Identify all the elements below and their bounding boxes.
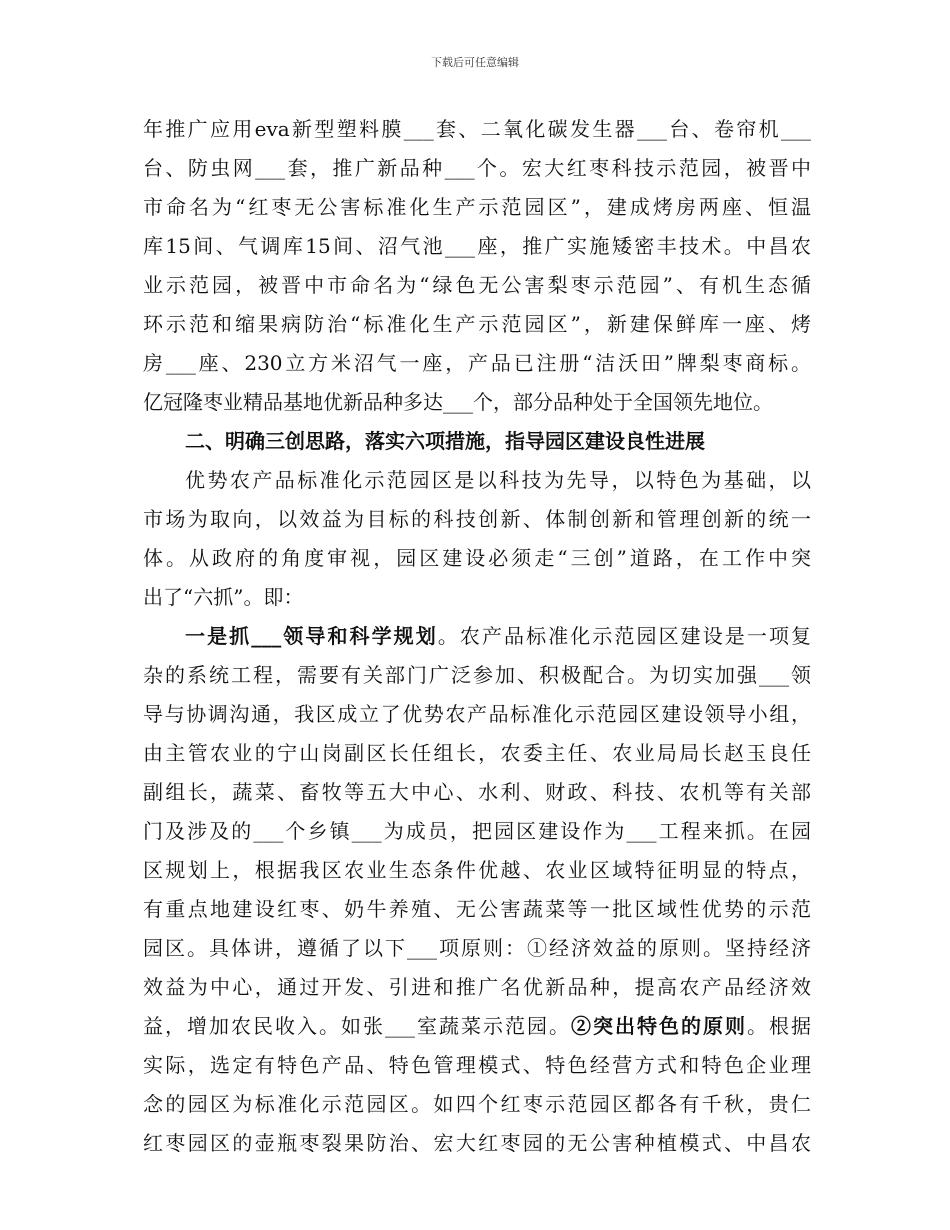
text-line: 年推广应用eva新型塑料膜___套、二氧化碳发生器___台、卷帘机___ xyxy=(143,117,811,141)
text-line: 门及涉及的___个乡镇___为成员，把园区建设作为___工程来抓。在园 xyxy=(143,819,811,843)
paragraph-demo-parks xyxy=(143,110,811,422)
text-line xyxy=(143,617,811,656)
paragraph-three-innovations xyxy=(143,461,811,617)
page-header: 下载后可任意编辑 xyxy=(431,56,519,69)
text-line: 导与协调沟通，我区成立了优势农产品标准化示范园区建设领导小组， xyxy=(143,702,811,726)
text-line: 副组长，蔬菜、畜牧等五大中心、水利、财政、科技、农机等有关部 xyxy=(143,780,811,804)
document-body xyxy=(143,110,811,1163)
line-pre: 益，增加农民收入。如张___室蔬菜示范园。 xyxy=(143,1014,571,1038)
text-line xyxy=(143,1007,811,1046)
section-heading: 二、明确三创思路，落实六项措施，指导园区建设良性进展 xyxy=(185,429,705,453)
text-line: 实际，选定有特色产品、特色管理模式、特色经营方式和特色企业理 xyxy=(143,1053,811,1077)
text-line: 库15间、气调库15间、沼气池___座，推广实施矮密丰技术。中昌农 xyxy=(143,234,811,258)
text-line: 杂的系统工程，需要有关部门广泛参加、积极配合。为切实加强___领 xyxy=(143,663,811,687)
text-line: 效益为中心，通过开发、引进和推广名优新品种，提高农产品经济效 xyxy=(143,975,811,999)
text-line: 念的园区为标准化示范园区。如四个红枣示范园区都各有千秋，贵仁 xyxy=(143,1092,811,1116)
text-line: 市场为取向，以效益为目标的科技创新、体制创新和管理创新的统一 xyxy=(143,507,811,531)
bold-principle: ②突出特色的原则 xyxy=(571,1014,747,1038)
text-line: 业示范园，被晋中市命名为“绿色无公害梨枣示范园”、有机生态循 xyxy=(143,273,811,297)
text-line: 环示范和缩果病防治“标准化生产示范园区”，新建保鲜库一座、烤 xyxy=(143,312,811,336)
text-line: 区规划上，根据我区农业生态条件优越、农业区域特征明显的特点， xyxy=(143,858,811,882)
text-line: 出了“六抓”。即： xyxy=(143,585,304,609)
line-rest: 。农产品标准化示范园区建设是一项复 xyxy=(437,624,811,648)
text-line: 台、防虫网___套，推广新品种___个。宏大红枣科技示范园，被晋中 xyxy=(143,156,811,180)
paragraph-leadership-planning xyxy=(143,617,811,1163)
text-line: 优势农产品标准化示范园区是以科技为先导，以特色为基础，以 xyxy=(185,468,811,492)
text-line: 园区。具体讲，遵循了以下___项原则：①经济效益的原则。坚持经济 xyxy=(143,936,811,960)
text-line: 有重点地建设红枣、奶牛养殖、无公害蔬菜等一批区域性优势的示范 xyxy=(143,897,811,921)
text-line: 市命名为“红枣无公害标准化生产示范园区”，建成烤房两座、恒温 xyxy=(143,195,811,219)
text-line: 红枣园区的壶瓶枣裂果防治、宏大红枣园的无公害种植模式、中昌农 xyxy=(143,1131,811,1155)
lead-bold-phrase: 一是抓___领导和科学规划 xyxy=(185,624,438,648)
line-post: 。根据 xyxy=(747,1014,811,1038)
text-line: 由主管农业的宁山岗副区长任组长，农委主任、农业局局长赵玉良任 xyxy=(143,741,811,765)
text-line: 亿冠隆枣业精品基地优新品种多达___个，部分品种处于全国领先地位。 xyxy=(143,390,773,414)
text-line: 体。从政府的角度审视，园区建设必须走“三创”道路，在工作中突 xyxy=(143,546,811,570)
text-line: 房___座、230立方米沼气一座，产品已注册“洁沃田”牌梨枣商标。 xyxy=(143,351,811,375)
